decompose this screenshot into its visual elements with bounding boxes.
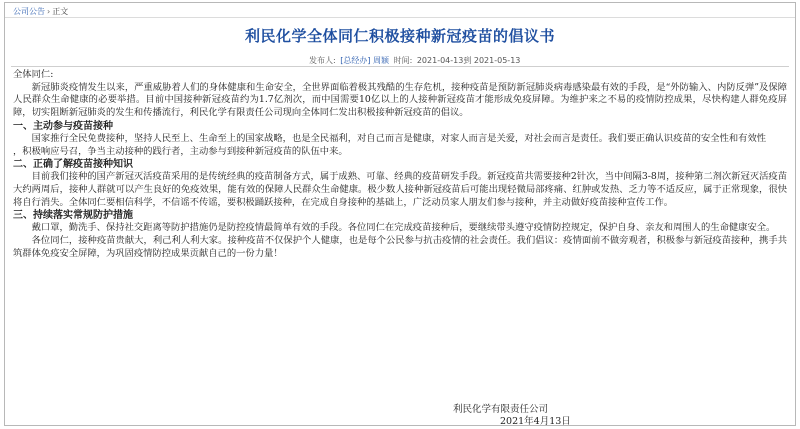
section-heading-1: 一、主动参与疫苗接种 [13, 120, 113, 132]
section-1-paragraph-1: 国家推行全民免费接种，坚持人民至上、生命至上的国家战略，也是全民福利，对自己而言是健康，对家人而言是关爱，对社会而言是责任。我们要正确认识疫苗的安全性和有效性 [31, 132, 767, 144]
signature-company: 利民化学有限责任公司 [453, 404, 549, 415]
section-3-paragraph-2: 各位同仁，接种疫苗贵献大，利己利人利大家。接种疫苗不仅保护个人健康，也是每个公民参与抗击疫情的社会责任。我们倡议：疫情面前不做旁观者，积极参与新冠疫苗接种，携手共筑群体免疫安全屏障，为巩固疫情防控成果贡献自己的一份力量！ [13, 235, 787, 259]
breadcrumb-separator: › [47, 7, 51, 16]
section-3-paragraph-1: 戴口罩，勤洗手、保持社交距离等防护措施仍是防控疫情最简单有效的手段。各位同仁在完成疫苗接种后，要继续带头遵守疫情防控规定，保护自身、亲友和周围人的生命健康安全。 [31, 222, 776, 234]
breadcrumb-company-notices[interactable]: 公司公告 [13, 7, 45, 16]
publisher-label: 发布人: [309, 56, 336, 65]
section-2-paragraph-1: 目前我们接种的国产新冠灭活疫苗采用的是传统经典的疫苗制备方式，属于成熟、可靠、经典的疫苗研发手段。新冠疫苗共需要接种2针次，当中间隔3-8周，接种第二剂次新冠灭活疫苗大约两周后，接种人群就可以产生良好的免疫效果，能有效的保障人民群众生命健康。极少数人接种新冠疫苗后可能出现轻微局部疼痛、红肿或发热、乏力等不适反应，属于正常现象，很快将自行消失。全体同仁要相信科学，不信谣不传谣，要积极踊跃接种，在完成自身接种的基础上，广泛动员家人朋友们参与接种，并主动做好疫苗接种宣传工作。 [13, 171, 787, 208]
section-heading-3: 三、持续落实常规防护措施 [13, 210, 133, 222]
time-value: 2021-04-13到 2021-05-13 [416, 56, 521, 65]
intro-paragraph: 新冠肺炎疫情发生以来，严重威胁着人们的身体健康和生命安全，全世界面临着极其残酷的生存危机，接种疫苗是预防新冠肺炎病毒感染最有效的手段，是“外防输入、内防反弹”及保障人民群众生命健康的必要举措。目前中国接种新冠疫苗约为1.7亿剂次，而中国需要10亿以上的人接种新冠疫苗才能形成免疫屏障。为维护来之不易的疫情防控成果，尽快构建人群免疫屏障，切实阻断新冠肺炎的发生和传播流行，利民化学有限责任公司现向全体同仁发出积极接种新冠疫苗的倡议。 [13, 81, 787, 119]
article-title: 利民化学全体同仁积极接种新冠疫苗的倡议书 [244, 27, 555, 45]
signature-date: 2021年4月13日 [500, 416, 571, 427]
breadcrumb [13, 6, 68, 17]
article-meta [309, 55, 522, 66]
section-heading-2: 二、正确了解疫苗接种知识 [13, 159, 133, 171]
greeting: 全体同仁: [13, 69, 54, 80]
time-label: 时间: [393, 56, 413, 65]
header-divider [11, 66, 789, 67]
publisher-value[interactable]: [总经办] 周颖 [340, 56, 390, 65]
top-divider [5, 17, 795, 18]
section-1-paragraph-2: ，积极响应号召，争当主动接种的践行者，主动参与到接种新冠疫苗的队伍中来。 [13, 145, 348, 157]
breadcrumb-current: 正文 [52, 7, 69, 16]
announcement-page [4, 2, 796, 426]
article-body [13, 69, 787, 260]
